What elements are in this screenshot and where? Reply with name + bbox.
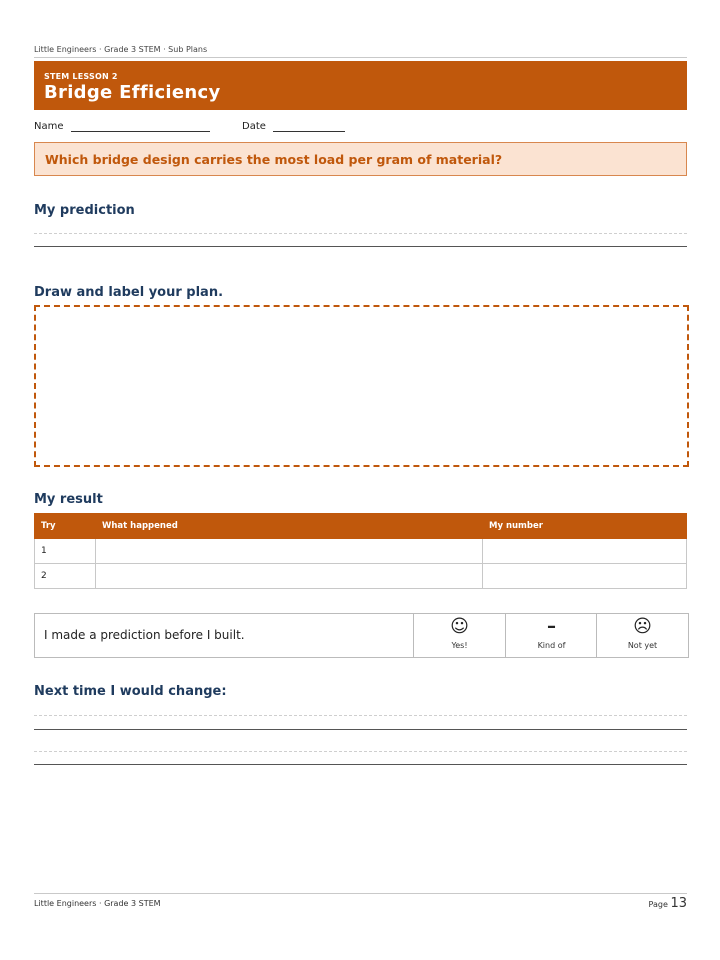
option-label: Kind of (537, 641, 566, 650)
table-row (35, 564, 687, 589)
header-rule (34, 57, 687, 58)
page-number-value: 13 (670, 896, 687, 911)
footer-rule (34, 893, 687, 894)
next-time-guide-line-2 (34, 751, 687, 752)
plan-heading: Draw and label your plan. (34, 285, 224, 300)
my-number-cell[interactable] (483, 564, 687, 589)
driving-question (34, 142, 687, 176)
table-row (35, 539, 687, 564)
my-number-cell[interactable] (483, 539, 687, 564)
name-field[interactable] (71, 131, 210, 132)
question-text: Which bridge design carries the most load per gram of material? (45, 152, 503, 167)
what-happened-cell[interactable] (96, 539, 483, 564)
result-table-header-row (35, 514, 687, 539)
page-label: Page (648, 900, 668, 909)
running-head: Little Engineers · Grade 3 STEM · Sub Plans (34, 45, 208, 54)
next-time-write-line-1[interactable] (34, 729, 687, 730)
result-table (34, 513, 687, 589)
option-not-yet[interactable] (596, 614, 688, 657)
lesson-title: Bridge Efficiency (44, 82, 221, 103)
try-cell: 1 (35, 539, 96, 564)
next-time-guide-line-1 (34, 715, 687, 716)
page-number (649, 896, 687, 911)
drawing-box[interactable] (34, 305, 689, 467)
next-time-heading: Next time I would change: (34, 684, 227, 699)
self-check-statement: I made a prediction before I built. (44, 628, 245, 642)
option-label: Not yet (627, 641, 658, 650)
lesson-kicker: STEM LESSON 2 (44, 72, 118, 81)
column-header-try: Try (35, 514, 96, 539)
next-time-write-line-2[interactable] (34, 764, 687, 765)
option-label: Yes! (451, 641, 468, 650)
column-header-my-number: My number (483, 514, 687, 539)
name-label: Name (34, 121, 64, 132)
prediction-guide-line (34, 233, 687, 234)
try-cell: 2 (35, 564, 96, 589)
prediction-write-line[interactable] (34, 246, 687, 247)
dash-icon: – (547, 616, 556, 637)
frown-icon: ☹ (633, 616, 652, 637)
date-field[interactable] (273, 131, 345, 132)
what-happened-cell[interactable] (96, 564, 483, 589)
column-header-what-happened: What happened (96, 514, 483, 539)
lesson-banner (34, 61, 687, 110)
footer-text: Little Engineers · Grade 3 STEM (34, 899, 161, 908)
smiley-icon: ☺ (450, 616, 469, 637)
self-check-row (34, 613, 689, 658)
option-kind-of[interactable] (505, 614, 597, 657)
result-heading: My result (34, 492, 103, 507)
prediction-heading: My prediction (34, 203, 135, 218)
option-yes[interactable] (413, 614, 505, 657)
date-label: Date (242, 121, 266, 132)
